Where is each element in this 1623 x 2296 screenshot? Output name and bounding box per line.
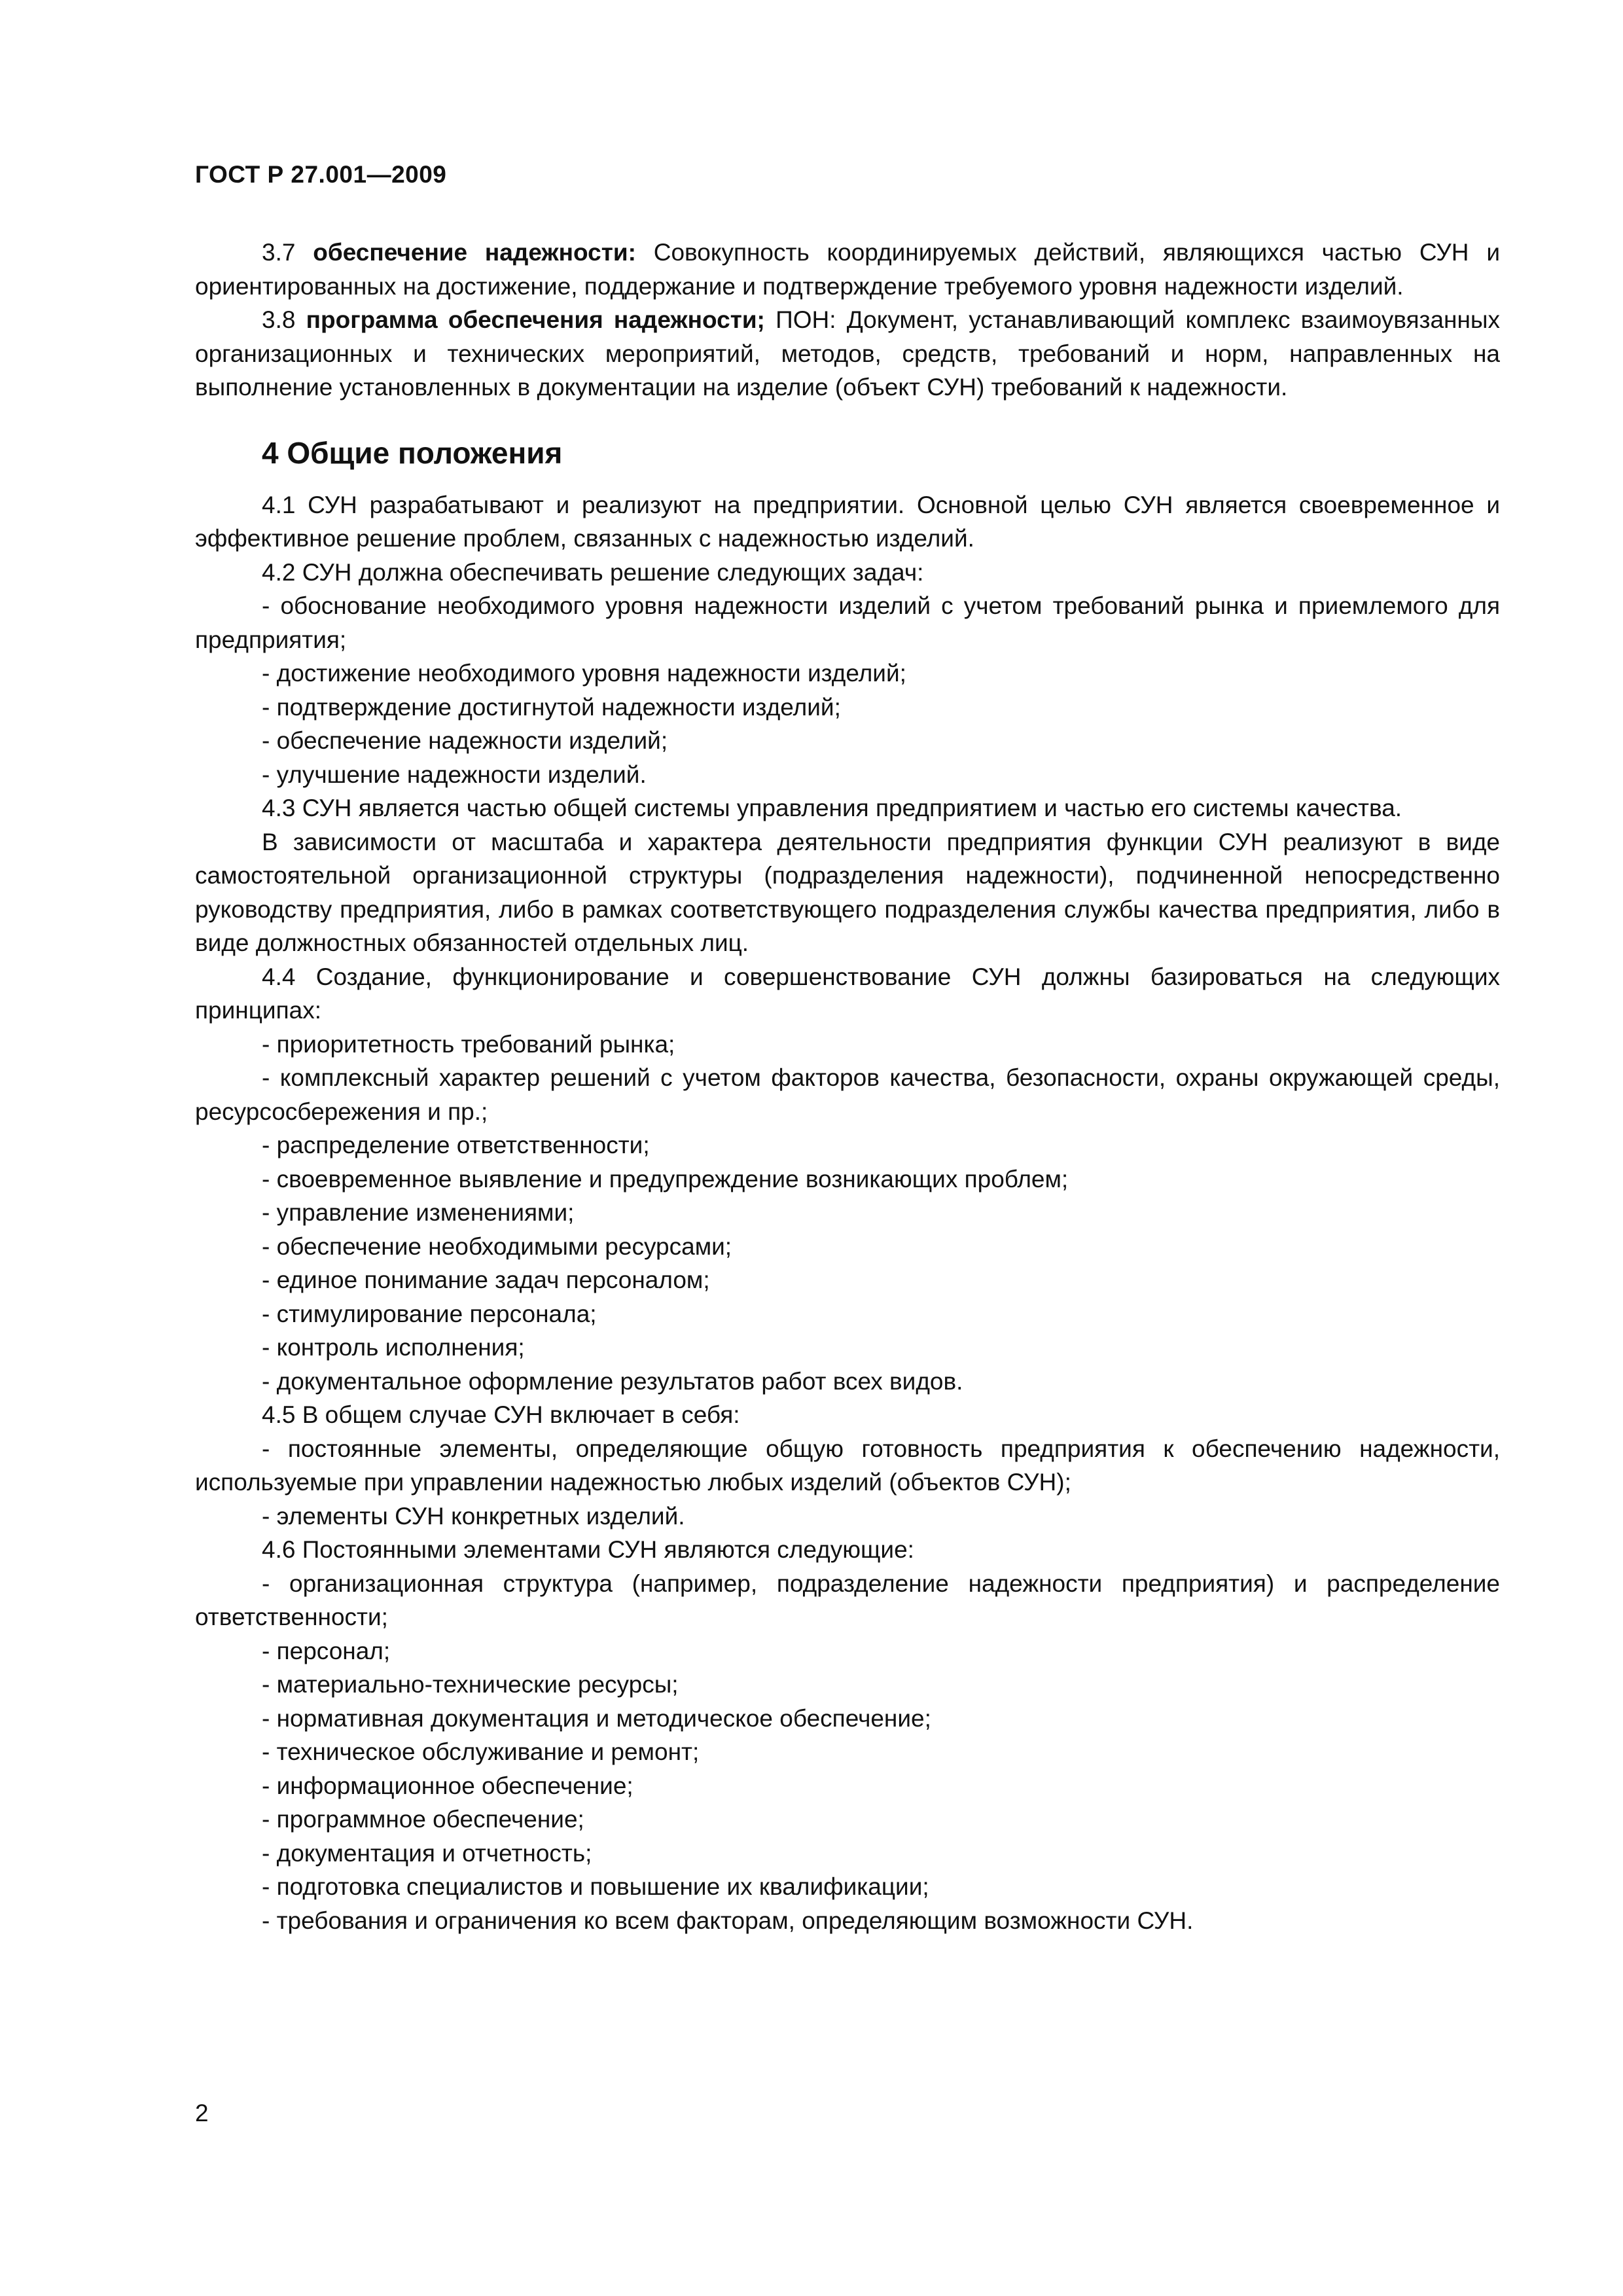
list-item: - распределение ответственности; — [262, 1132, 650, 1158]
list-item: - нормативная документация и методическое обеспечение; — [262, 1704, 931, 1732]
list-item: - техническое обслуживание и ремонт; — [262, 1738, 700, 1765]
definition-number: 3.8 — [262, 306, 296, 333]
definition-text: ПОН: Документ, устанавливающий комплекс взаимоувязанных организационных и технических мероприятий, методов, средств, требований и норм, направленных на выполнение установленных в документации на изделие (объект СУН) требований к надежности. — [195, 306, 1501, 401]
list-item: - контроль исполнения; — [262, 1334, 525, 1361]
list-item: - информационное обеспечение; — [262, 1772, 633, 1799]
list-item: - улучшение надежности изделий. — [262, 761, 647, 788]
list-item: - персонал; — [262, 1637, 391, 1664]
paragraph-4-3: 4.3 СУН является частью общей системы управления предприятием и частью его системы качества. — [262, 795, 1402, 821]
list-item: - приоритетность требований рынка; — [262, 1030, 675, 1058]
list-item: - постоянные элементы, определяющие общую готовность предприятия к обеспечению надежности, используемые при управлении надежностью любых изделий (объектов СУН); — [195, 1435, 1500, 1496]
page-number: 2 — [195, 2100, 209, 2126]
list-item: - обеспечение надежности изделий; — [262, 727, 668, 754]
list-item: - обоснование необходимого уровня надежности изделий с учетом требований рынка и приемлемого для предприятия; — [195, 592, 1500, 653]
list-item: - подтверждение достигнутой надежности изделий; — [262, 693, 841, 721]
list-item: - программное обеспечение; — [262, 1806, 584, 1833]
list-item: - организационная структура (например, подразделение надежности предприятия) и распределение ответственности; — [195, 1570, 1500, 1630]
definition-3-8 — [195, 303, 1500, 404]
list-item: - своевременное выявление и предупреждение возникающих проблем; — [262, 1165, 1069, 1193]
definition-term: программа обеспечения надежности; — [306, 306, 765, 333]
section-title: 4 Общие положения — [262, 435, 563, 470]
list-item: - управление изменениями; — [262, 1199, 575, 1226]
list-item: - элементы СУН конкретных изделий. — [262, 1502, 685, 1530]
paragraph-4-5: 4.5 В общем случае СУН включает в себя: — [262, 1401, 740, 1428]
paragraph-4-1: 4.1 СУН разрабатывают и реализуют на предприятии. Основной целью СУН является своевременное и эффективное решение проблем, связанных с надежностью изделий. — [195, 491, 1500, 552]
paragraph-4-6: 4.6 Постоянными элементами СУН являются следующие: — [262, 1536, 914, 1563]
list-item: - достижение необходимого уровня надежности изделий; — [262, 660, 906, 687]
paragraph-4-4: 4.4 Создание, функционирование и совершенствование СУН должны базироваться на следующих принципах: — [195, 963, 1500, 1024]
list-item: - требования и ограничения ко всем факторам, определяющим возможности СУН. — [262, 1907, 1194, 1934]
list-item: - материально-технические ресурсы; — [262, 1671, 679, 1698]
definition-number: 3.7 — [262, 239, 296, 266]
list-item: - документальное оформление результатов работ всех видов. — [262, 1367, 963, 1395]
definition-3-7 — [195, 236, 1500, 303]
list-item: - единое понимание задач персоналом; — [262, 1266, 710, 1293]
document-header: ГОСТ Р 27.001—2009 — [195, 161, 447, 188]
list-item: - стимулирование персонала; — [262, 1300, 597, 1327]
list-item: - обеспечение необходимыми ресурсами; — [262, 1232, 732, 1260]
definition-term: обеспечение надежности: — [313, 239, 636, 266]
paragraph-4-3-continued: В зависимости от масштаба и характера деятельности предприятия функции СУН реализуют в виде самостоятельной организационной структуры (подразделения надежности), подчиненной непосредственно руководству предприятия, либо в рамках соответствующего подразделения службы качества предприятия, либо в виде должностных обязанностей отдельных лиц. — [195, 828, 1500, 956]
definition-text: Совокупность координируемых действий, являющихся частью СУН и ориентированных на достижение, поддержание и подтверждение требуемого уровня надежности изделий. — [195, 239, 1501, 300]
list-item: - комплексный характер решений с учетом факторов качества, безопасности, охраны окружающей среды, ресурсосбережения и пр.; — [195, 1064, 1500, 1125]
list-item: - документация и отчетность; — [262, 1839, 592, 1867]
document-body — [195, 236, 1500, 1937]
list-item: - подготовка специалистов и повышение их квалификации; — [262, 1873, 929, 1900]
paragraph-4-2: 4.2 СУН должна обеспечивать решение следующих задач: — [262, 558, 924, 586]
